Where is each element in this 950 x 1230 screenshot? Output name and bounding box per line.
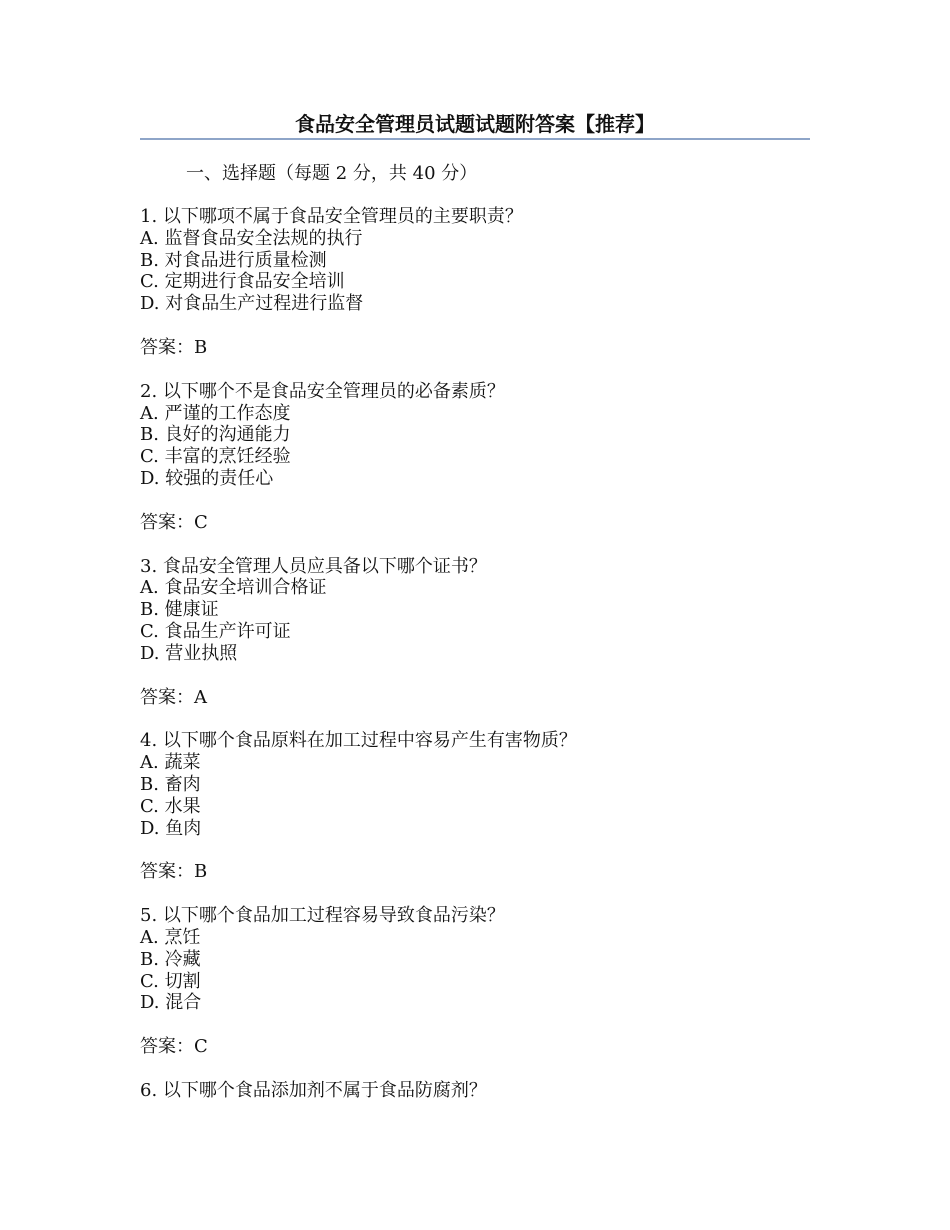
question-1 (140, 206, 840, 359)
option-a: A. 监督食品安全法规的执行 (140, 227, 363, 249)
question-text: 2. 以下哪个不是食品安全管理员的必备素质？ (140, 380, 505, 402)
option-a: A. 蔬菜 (140, 752, 201, 774)
option-b: B. 冷藏 (140, 948, 201, 970)
answer-text: 答案：A (140, 686, 207, 708)
option-a: A. 严谨的工作态度 (140, 402, 291, 424)
answer-text: 答案：B (140, 861, 208, 883)
option-c: C. 食品生产许可证 (140, 620, 291, 642)
question-text: 3. 食品安全管理人员应具备以下哪个证书？ (140, 555, 487, 577)
question-6 (140, 1080, 840, 1102)
option-b: B. 健康证 (140, 599, 219, 621)
title-underline (140, 138, 810, 140)
option-d: D. 较强的责任心 (140, 467, 274, 489)
answer-text: 答案：C (140, 1036, 208, 1058)
option-c: C. 水果 (140, 795, 201, 817)
question-list (140, 206, 840, 1102)
question-3 (140, 556, 840, 709)
option-b: B. 畜肉 (140, 773, 201, 795)
option-d: D. 混合 (140, 992, 202, 1014)
option-c: C. 切割 (140, 970, 201, 992)
option-c: C. 丰富的烹饪经验 (140, 446, 291, 468)
option-c: C. 定期进行食品安全培训 (140, 271, 345, 293)
option-b: B. 良好的沟通能力 (140, 424, 291, 446)
question-2 (140, 381, 840, 534)
option-b: B. 对食品进行质量检测 (140, 249, 327, 271)
question-text: 5. 以下哪个食品加工过程容易导致食品污染？ (140, 905, 505, 927)
question-4 (140, 730, 840, 883)
question-5 (140, 905, 840, 1058)
answer-text: 答案：B (140, 336, 208, 358)
option-d: D. 营业执照 (140, 642, 238, 664)
option-a: A. 食品安全培训合格证 (140, 577, 327, 599)
section-heading: 一、选择题（每题 2 分，共 40 分） (186, 163, 478, 184)
document-title: 食品安全管理员试题试题附答案【推荐】 (295, 112, 655, 136)
option-d: D. 对食品生产过程进行监督 (140, 293, 364, 315)
option-a: A. 烹饪 (140, 926, 201, 948)
answer-text: 答案：C (140, 511, 208, 533)
question-text: 6. 以下哪个食品添加剂不属于食品防腐剂？ (140, 1079, 487, 1101)
question-text: 1. 以下哪项不属于食品安全管理员的主要职责？ (140, 206, 523, 227)
option-d: D. 鱼肉 (140, 817, 202, 839)
question-text: 4. 以下哪个食品原料在加工过程中容易产生有害物质？ (140, 730, 577, 752)
